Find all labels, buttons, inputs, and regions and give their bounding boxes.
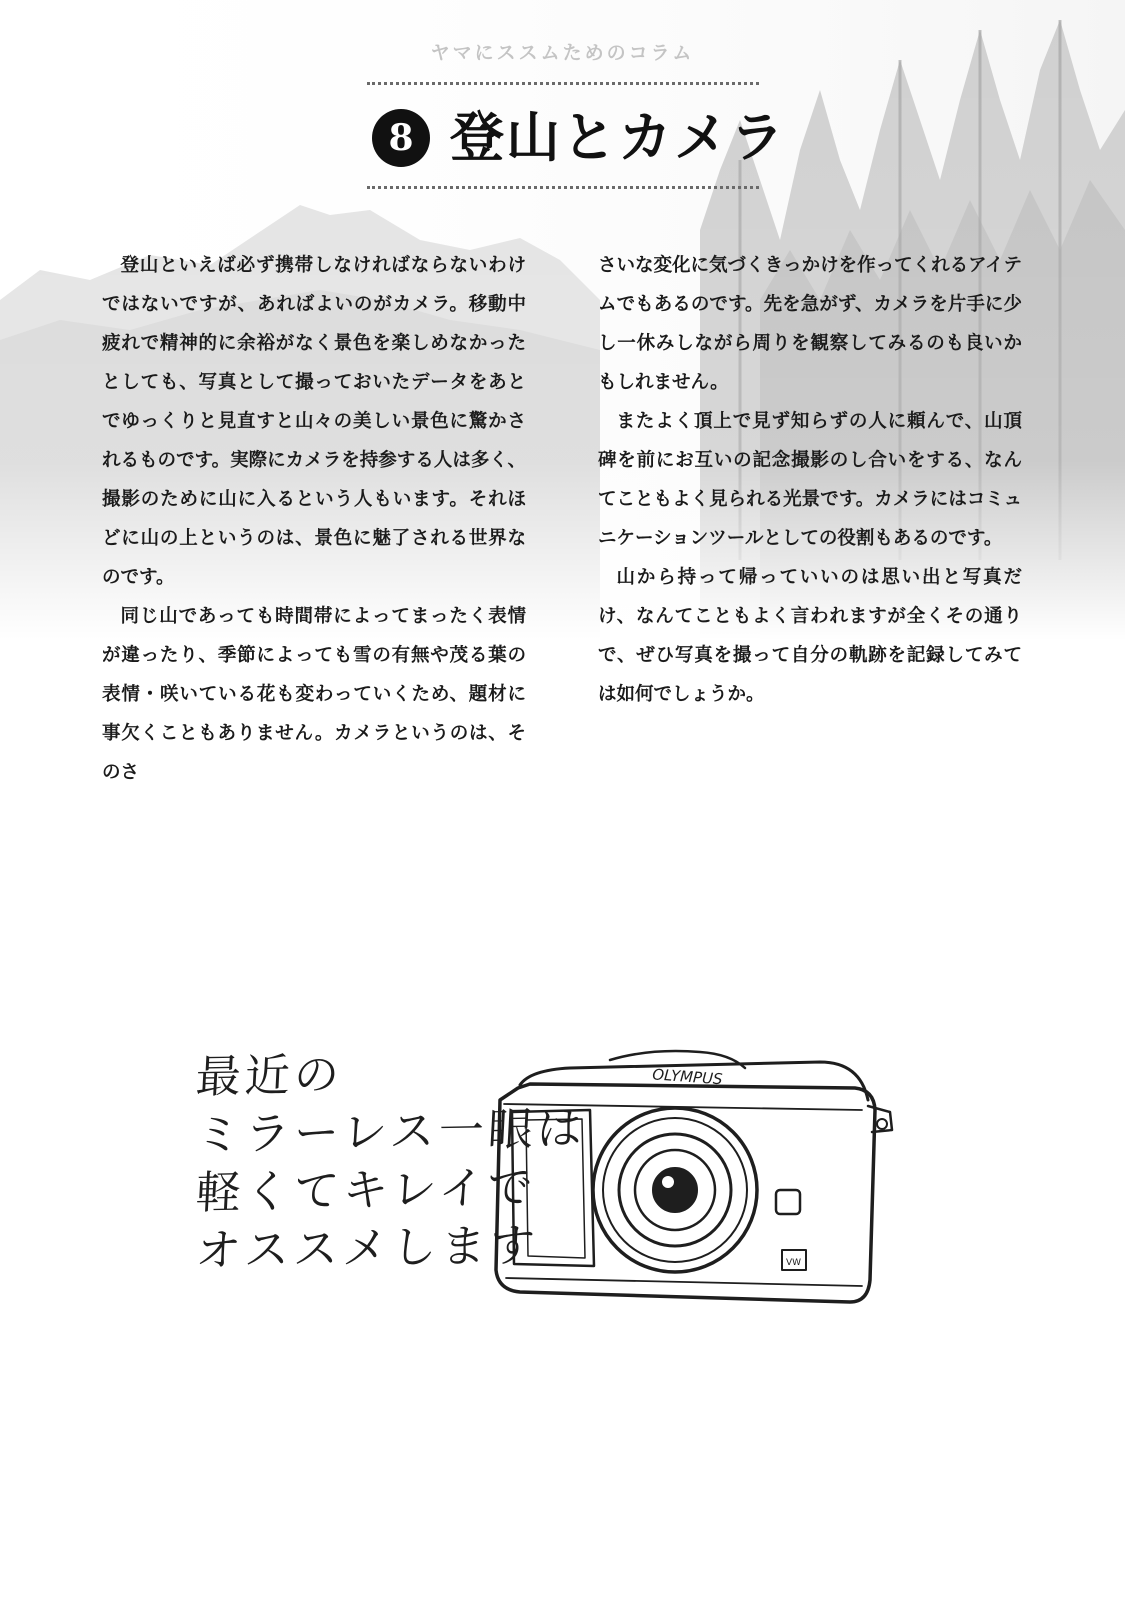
camera-badge-label: VW xyxy=(786,1258,802,1268)
column-kicker: ヤマにススムためのコラム xyxy=(430,42,695,64)
paragraph: 同じ山であっても時間帯によってまったく表情が違ったり、季節によっても雪の有無や茂る葉の表情・咲いている花も変わっていくため、題材に事欠くこともありません。カメラというのは、そのさ xyxy=(102,606,526,783)
paragraph: またよく頂上で見ず知らずの人に頼んで、山頂碑を前にお互いの記念撮影のし合いをする、なんてこともよく見られる光景です。カメラにはコミュニケーションツールとしての役割もあるのです。 xyxy=(598,411,1022,549)
dotted-rule-top xyxy=(367,82,759,85)
camera-illustration xyxy=(490,1040,910,1330)
paragraph: 登山といえば必ず携帯しなければならないわけではないですが、あればよいのがカメラ。移動中疲れで精神的に余裕がなく景色を楽しめなかったとしても、写真として撮っておいたデータをあとでゆっくりと見直すと山々の美しい景色に驚かされるものです。実際にカメラを持参する人は多く、撮影のために山に入るという人もいます。それほどに山の上というのは、景色に魅了される世界なのです。 xyxy=(102,255,526,588)
dotted-rule-bottom xyxy=(367,186,759,189)
right-column xyxy=(598,246,1022,792)
article-body xyxy=(102,246,1022,792)
handwritten-line: ミラーレス一眼は xyxy=(194,1101,588,1162)
column-number-badge: 8 xyxy=(372,109,430,167)
left-column xyxy=(102,246,526,792)
paragraph: 山から持って帰っていいのは思い出と写真だけ、なんてこともよく言われますが全くその通りで、ぜひ写真を撮って自分の軌跡を記録してみては如何でしょうか。 xyxy=(598,567,1022,705)
camera-brand-label: OLYMPUS xyxy=(651,1065,724,1089)
handwritten-line: 最近の xyxy=(194,1047,345,1104)
column-title: 登山とカメラ xyxy=(450,106,786,169)
handwritten-line: 軽くてキレイで xyxy=(194,1160,538,1220)
paragraph: さいな変化に気づくきっかけを作ってくれるアイテムでもあるのです。先を急がず、カメラを片手に少し一休みしながら周りを観察してみるのも良いかもしれません。 xyxy=(598,255,1022,393)
handwritten-line: オススメします xyxy=(194,1218,541,1278)
column-heading xyxy=(372,104,786,172)
